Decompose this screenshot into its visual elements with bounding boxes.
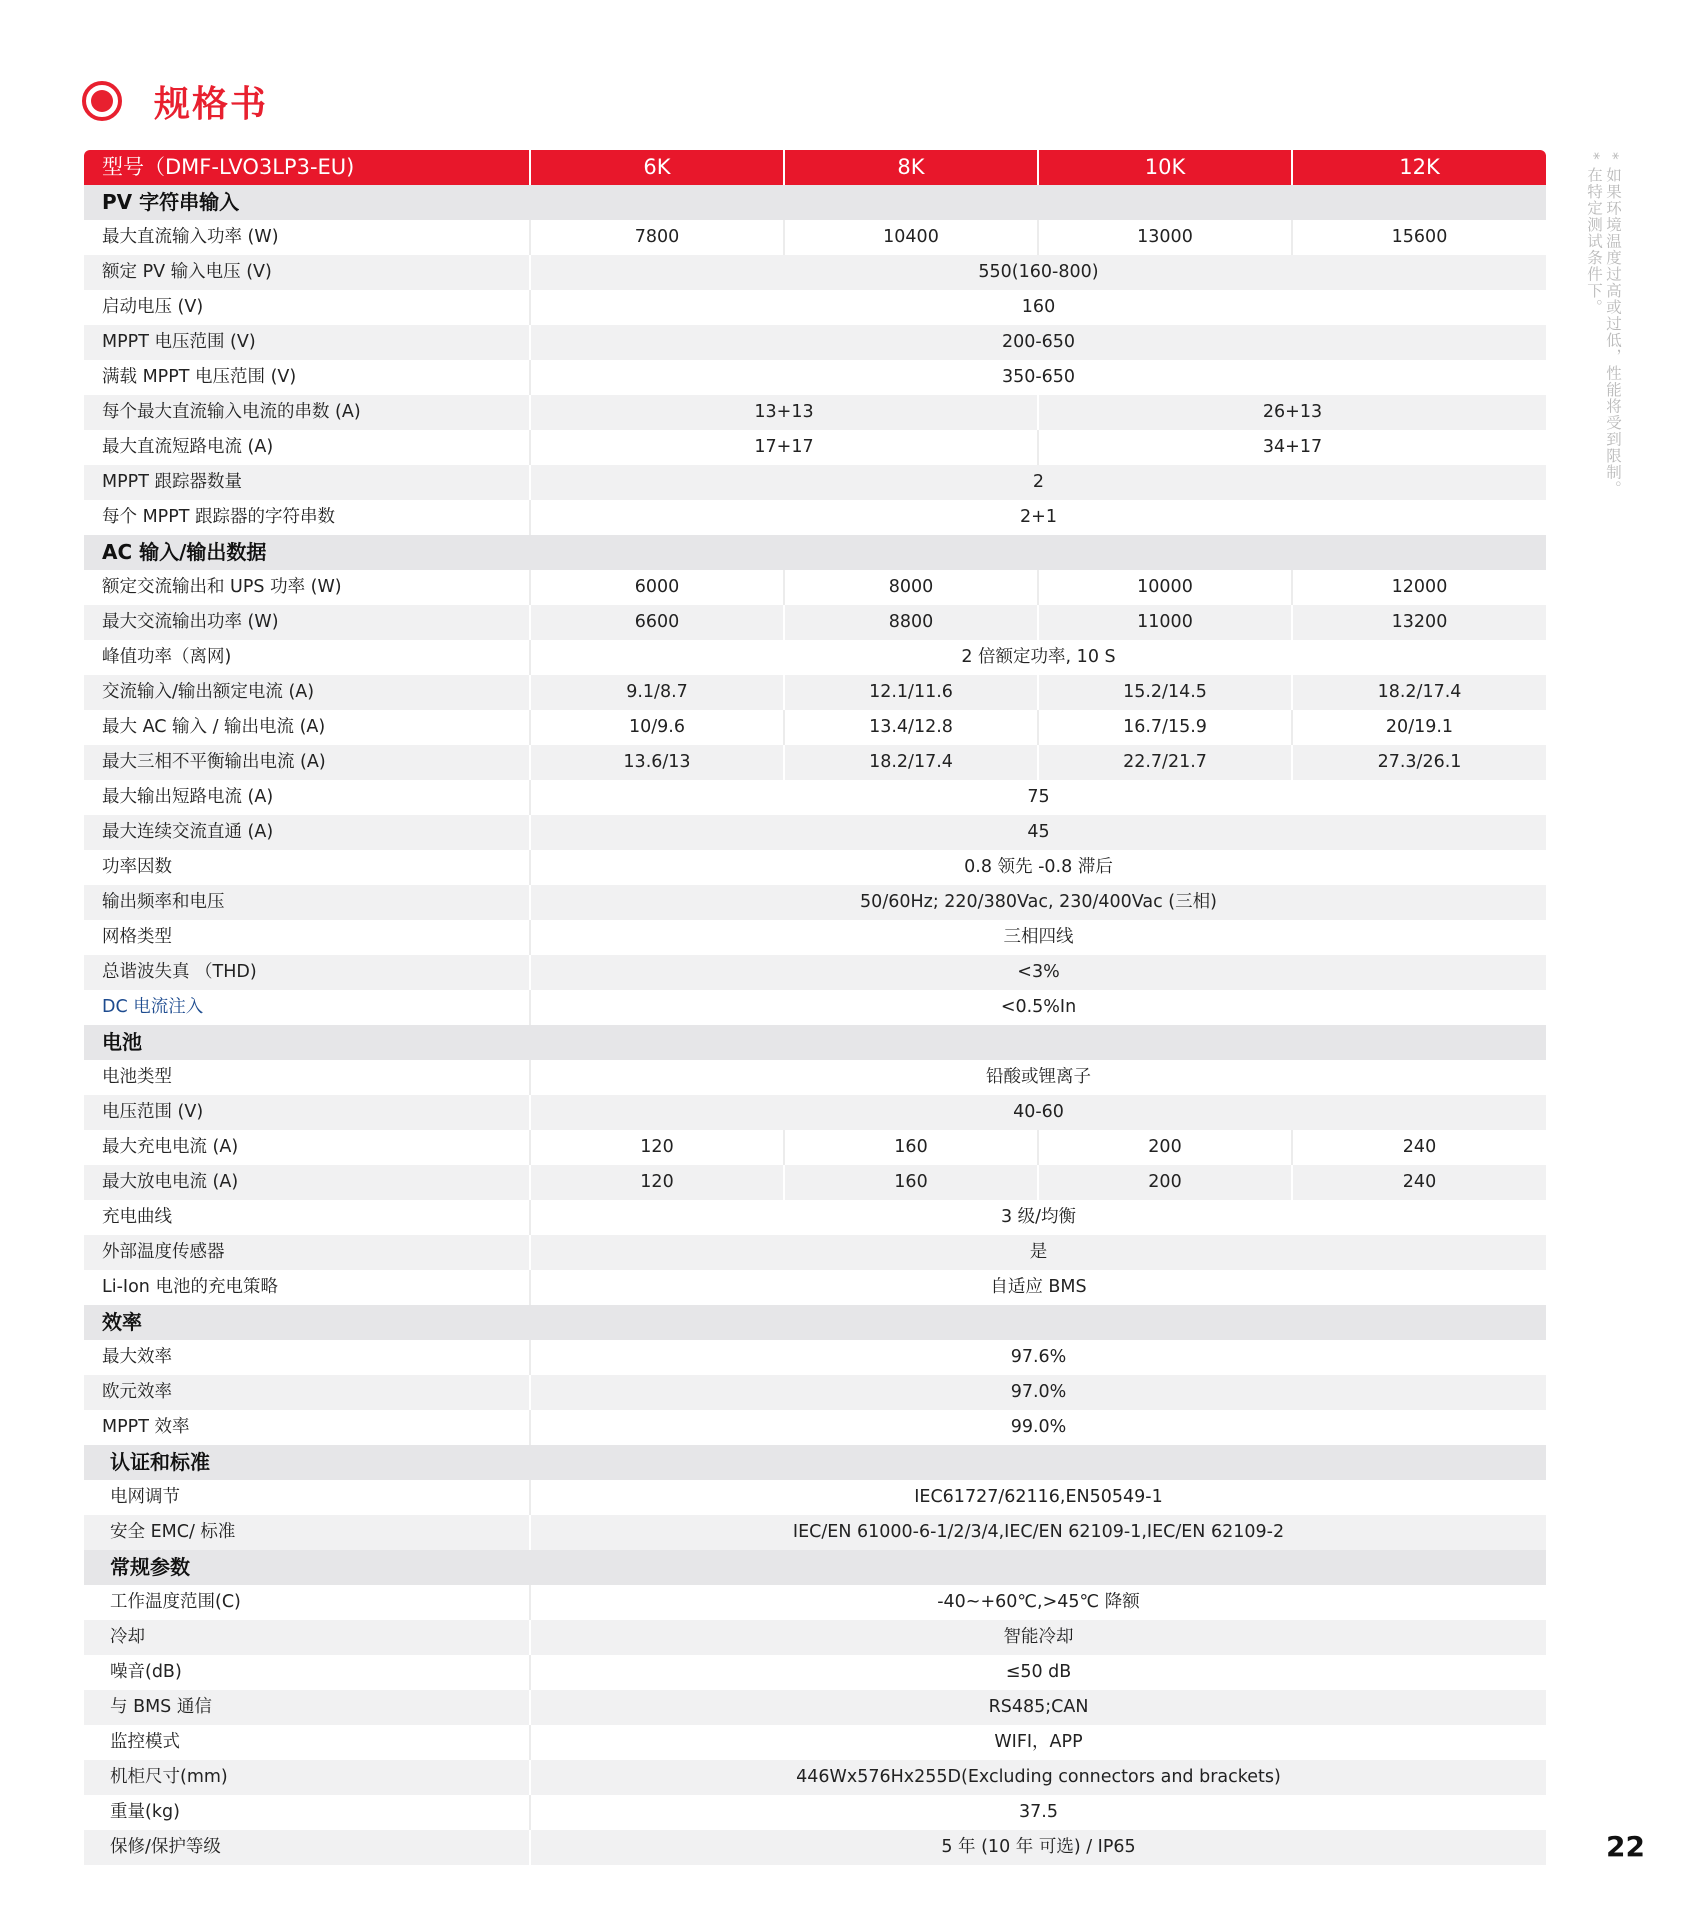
row-value: 自适应 BMS [530,1270,1546,1305]
row-value: 15600 [1292,220,1546,255]
row-value: 10/9.6 [530,710,784,745]
row-label: 每个 MPPT 跟踪器的字符串数 [84,500,530,535]
row-value: 2+1 [530,500,1546,535]
row-value: 12.1/11.6 [784,675,1038,710]
section-row [84,1445,1546,1480]
section-row [84,535,1546,570]
row-value: 8800 [784,605,1038,640]
table-row [84,1795,1546,1830]
row-value: 18.2/17.4 [1292,675,1546,710]
row-value: 是 [530,1235,1546,1270]
row-label: 最大直流短路电流 (A) [84,430,530,465]
table-row [84,465,1546,500]
table-row [84,1620,1546,1655]
table-row [84,850,1546,885]
row-value: IEC/EN 61000-6-1/2/3/4,IEC/EN 62109-1,IEC/EN 62109-2 [530,1515,1546,1550]
row-label: 机柜尺寸(mm) [84,1760,530,1795]
row-label: 最大输出短路电流 (A) [84,780,530,815]
table-row [84,1480,1546,1515]
section-row [84,1025,1546,1060]
section-title: AC 输入/输出数据 [84,535,1546,570]
row-label: 启动电压 (V) [84,290,530,325]
row-value: 200 [1038,1130,1292,1165]
row-value: 11000 [1038,605,1292,640]
table-row [84,1375,1546,1410]
row-value: 34+17 [1038,430,1546,465]
table-row [84,1340,1546,1375]
row-value: 16.7/15.9 [1038,710,1292,745]
row-value: 10400 [784,220,1038,255]
table-row [84,920,1546,955]
row-label: 最大连续交流直通 (A) [84,815,530,850]
row-label: DC 电流注入 [84,990,530,1025]
row-value: 8000 [784,570,1038,605]
table-header-row [84,150,1546,185]
table-row [84,1690,1546,1725]
row-label: 保修/保护等级 [84,1830,530,1865]
table-row [84,1270,1546,1305]
section-title: 常规参数 [84,1550,1546,1585]
column-header-12k: 12K [1292,150,1546,185]
row-value: 97.6% [530,1340,1546,1375]
table-row [84,640,1546,675]
row-label: 最大直流输入功率 (W) [84,220,530,255]
row-label: 额定交流输出和 UPS 功率 (W) [84,570,530,605]
page-title: 规格书 [154,83,269,125]
table-row [84,780,1546,815]
row-value: 97.0% [530,1375,1546,1410]
row-label: 与 BMS 通信 [84,1690,530,1725]
row-value: 120 [530,1130,784,1165]
row-label: Li-Ion 电池的充电策略 [84,1270,530,1305]
row-value: 13+13 [530,395,1038,430]
row-label: MPPT 电压范围 (V) [84,325,530,360]
row-value: 铅酸或锂离子 [530,1060,1546,1095]
row-value: 200-650 [530,325,1546,360]
table-row [84,570,1546,605]
row-value: 12000 [1292,570,1546,605]
table-row [84,1130,1546,1165]
row-value: 240 [1292,1130,1546,1165]
row-value: WIFI，APP [530,1725,1546,1760]
table-row [84,710,1546,745]
table-row [84,220,1546,255]
row-label: 交流输入/输出额定电流 (A) [84,675,530,710]
row-value: 9.1/8.7 [530,675,784,710]
row-label: 监控模式 [84,1725,530,1760]
row-label: 欧元效率 [84,1375,530,1410]
table-row [84,675,1546,710]
row-label: 最大放电电流 (A) [84,1165,530,1200]
table-row [84,955,1546,990]
row-value: 6600 [530,605,784,640]
row-value: 6000 [530,570,784,605]
row-label: 电池类型 [84,1060,530,1095]
row-label: 最大 AC 输入 / 输出电流 (A) [84,710,530,745]
row-value: 550(160-800) [530,255,1546,290]
row-value: 15.2/14.5 [1038,675,1292,710]
table-row [84,255,1546,290]
table-row [84,1655,1546,1690]
table-row [84,325,1546,360]
table-row [84,360,1546,395]
row-label: 外部温度传感器 [84,1235,530,1270]
row-value: 0.8 领先 -0.8 滞后 [530,850,1546,885]
table-row [84,605,1546,640]
row-value: 160 [784,1165,1038,1200]
row-label: 峰值功率（离网) [84,640,530,675]
row-value: ≤50 dB [530,1655,1546,1690]
row-label: 充电曲线 [84,1200,530,1235]
row-label: 安全 EMC/ 标准 [84,1515,530,1550]
row-value: 13.6/13 [530,745,784,780]
table-row [84,885,1546,920]
row-value: 18.2/17.4 [784,745,1038,780]
table-row [84,395,1546,430]
row-value: 13.4/12.8 [784,710,1038,745]
table-row [84,745,1546,780]
column-header-8k: 8K [784,150,1038,185]
row-value: <3% [530,955,1546,990]
row-label: MPPT 跟踪器数量 [84,465,530,500]
table-row [84,1165,1546,1200]
column-header-6k: 6K [530,150,784,185]
row-label: 最大交流输出功率 (W) [84,605,530,640]
side-note: * 在特定测试条件下。 [1585,152,1603,316]
row-value: 75 [530,780,1546,815]
row-label: 最大充电电流 (A) [84,1130,530,1165]
table-row [84,500,1546,535]
row-label: 输出频率和电压 [84,885,530,920]
row-value: 240 [1292,1165,1546,1200]
side-note: * 如果环境温度过高或过低，性能将受到限制。 [1604,152,1622,497]
row-value: 27.3/26.1 [1292,745,1546,780]
row-value: 50/60Hz; 220/380Vac, 230/400Vac (三相) [530,885,1546,920]
row-value: 40-60 [530,1095,1546,1130]
table-row [84,1585,1546,1620]
table-row [84,1095,1546,1130]
spec-table [84,150,1546,1865]
row-value: 200 [1038,1165,1292,1200]
row-label: 功率因数 [84,850,530,885]
table-row [84,290,1546,325]
row-label: 电网调节 [84,1480,530,1515]
row-value: 22.7/21.7 [1038,745,1292,780]
page-number: 22 [1606,1830,1645,1863]
table-row [84,1410,1546,1445]
row-value: 120 [530,1165,784,1200]
row-label: MPPT 效率 [84,1410,530,1445]
row-label: 冷却 [84,1620,530,1655]
row-label: 最大效率 [84,1340,530,1375]
section-title: 效率 [84,1305,1546,1340]
row-label: 每个最大直流输入电流的串数 (A) [84,395,530,430]
row-value: 446Wx576Hx255D(Excluding connectors and brackets) [530,1760,1546,1795]
row-value: -40~+60℃,>45℃ 降额 [530,1585,1546,1620]
row-value: 20/19.1 [1292,710,1546,745]
row-value: 26+13 [1038,395,1546,430]
table-row [84,1060,1546,1095]
side-notes [1582,152,1622,532]
table-row [84,430,1546,465]
row-value: RS485;CAN [530,1690,1546,1725]
row-label: 满载 MPPT 电压范围 (V) [84,360,530,395]
table-row [84,990,1546,1025]
row-label: 重量(kg) [84,1795,530,1830]
row-value: <0.5%In [530,990,1546,1025]
row-value: 智能冷却 [530,1620,1546,1655]
row-value: 10000 [1038,570,1292,605]
row-label: 噪音(dB) [84,1655,530,1690]
row-value: 37.5 [530,1795,1546,1830]
section-title: 认证和标准 [84,1445,1546,1480]
spec-table-body [84,185,1546,1865]
table-row [84,1830,1546,1865]
table-row [84,1515,1546,1550]
row-value: 2 倍额定功率, 10 S [530,640,1546,675]
row-value: 13200 [1292,605,1546,640]
section-title: PV 字符串输入 [84,185,1546,220]
row-value: 17+17 [530,430,1038,465]
table-row [84,815,1546,850]
section-row [84,1550,1546,1585]
table-row [84,1235,1546,1270]
column-header-10k: 10K [1038,150,1292,185]
row-value: 99.0% [530,1410,1546,1445]
section-row [84,185,1546,220]
row-value: 160 [530,290,1546,325]
row-value: IEC61727/62116,EN50549-1 [530,1480,1546,1515]
row-value: 13000 [1038,220,1292,255]
row-value: 350-650 [530,360,1546,395]
row-value: 5 年 (10 年 可选) / IP65 [530,1830,1546,1865]
row-label: 额定 PV 输入电压 (V) [84,255,530,290]
row-label: 最大三相不平衡输出电流 (A) [84,745,530,780]
record-circle-icon [82,81,122,121]
row-value: 三相四线 [530,920,1546,955]
model-header: 型号（DMF-LVO3LP3-EU) [84,150,530,185]
table-row [84,1760,1546,1795]
row-label: 工作温度范围(C) [84,1585,530,1620]
table-row [84,1725,1546,1760]
row-value: 2 [530,465,1546,500]
row-value: 3 级/均衡 [530,1200,1546,1235]
section-title: 电池 [84,1025,1546,1060]
row-label: 总谐波失真 （THD) [84,955,530,990]
row-label: 电压范围 (V) [84,1095,530,1130]
row-label: 网格类型 [84,920,530,955]
page-header [82,78,268,124]
section-row [84,1305,1546,1340]
row-value: 160 [784,1130,1038,1165]
table-row [84,1200,1546,1235]
row-value: 7800 [530,220,784,255]
row-value: 45 [530,815,1546,850]
